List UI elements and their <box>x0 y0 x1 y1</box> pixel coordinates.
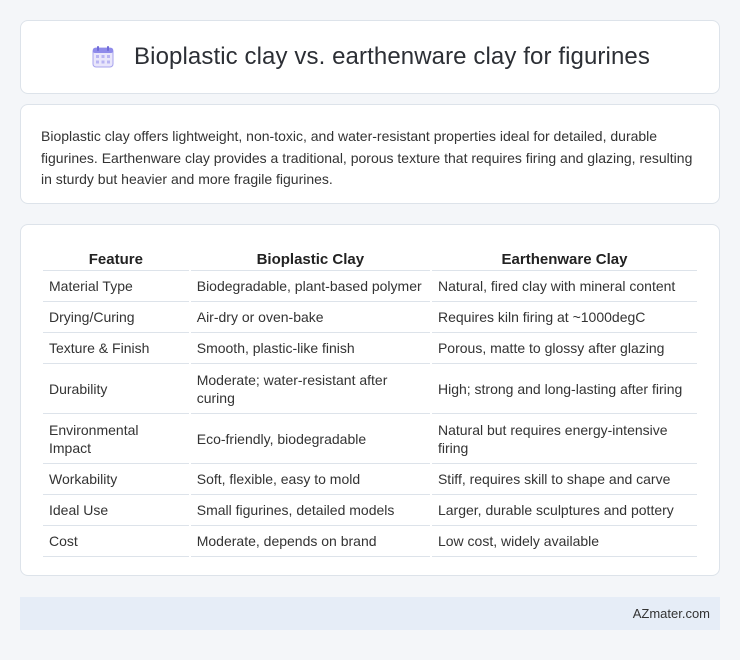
bioplastic-cell: Soft, flexible, easy to mold <box>191 464 430 495</box>
table-row <box>43 364 697 414</box>
bioplastic-cell: Small figurines, detailed models <box>191 495 430 526</box>
bioplastic-cell: Moderate; water-resistant after curing <box>191 364 430 414</box>
feature-cell: Cost <box>43 526 189 557</box>
earthenware-cell: Stiff, requires skill to shape and carve <box>432 464 697 495</box>
header-earthenware-clay: Earthenware Clay <box>432 245 697 271</box>
title-row <box>21 21 719 93</box>
feature-cell: Drying/Curing <box>43 302 189 333</box>
bioplastic-cell: Eco-friendly, biodegradable <box>191 414 430 464</box>
footer-bar <box>20 597 720 630</box>
footer-brand: AZmater.com <box>632 606 710 621</box>
table-row <box>43 464 697 495</box>
bioplastic-cell: Moderate, depends on brand <box>191 526 430 557</box>
page-title: Bioplastic clay vs. earthenware clay for figurines <box>134 43 650 70</box>
table-row <box>43 495 697 526</box>
table-row <box>43 414 697 464</box>
summary-card <box>20 104 720 204</box>
bioplastic-cell: Biodegradable, plant-based polymer <box>191 271 430 302</box>
bioplastic-cell: Smooth, plastic-like finish <box>191 333 430 364</box>
feature-cell: Workability <box>43 464 189 495</box>
bioplastic-cell: Air-dry or oven-bake <box>191 302 430 333</box>
comparison-table-card <box>20 224 720 576</box>
earthenware-cell: Natural but requires energy-intensive firing <box>432 414 697 464</box>
comparison-table <box>41 245 699 557</box>
feature-cell: Texture & Finish <box>43 333 189 364</box>
earthenware-cell: High; strong and long-lasting after firing <box>432 364 697 414</box>
earthenware-cell: Natural, fired clay with mineral content <box>432 271 697 302</box>
feature-cell: Durability <box>43 364 189 414</box>
title-card <box>20 20 720 94</box>
feature-cell: Environmental Impact <box>43 414 189 464</box>
summary-text: Bioplastic clay offers lightweight, non-toxic, and water-resistant properties ideal for detailed, durable figurines. Earthenware clay provides a traditional, porous texture that requires firing and glazing, resulting in sturdy but heavier and more fragile figurines. <box>41 128 693 187</box>
earthenware-cell: Larger, durable sculptures and pottery <box>432 495 697 526</box>
header-feature: Feature <box>43 245 189 271</box>
table-row <box>43 302 697 333</box>
table-row <box>43 526 697 557</box>
earthenware-cell: Requires kiln firing at ~1000degC <box>432 302 697 333</box>
feature-cell: Material Type <box>43 271 189 302</box>
table-row <box>43 271 697 302</box>
earthenware-cell: Porous, matte to glossy after glazing <box>432 333 697 364</box>
earthenware-cell: Low cost, widely available <box>432 526 697 557</box>
feature-cell: Ideal Use <box>43 495 189 526</box>
header-bioplastic-clay: Bioplastic Clay <box>191 245 430 271</box>
calendar-icon <box>90 44 116 70</box>
table-header-row <box>43 245 697 271</box>
table-row <box>43 333 697 364</box>
